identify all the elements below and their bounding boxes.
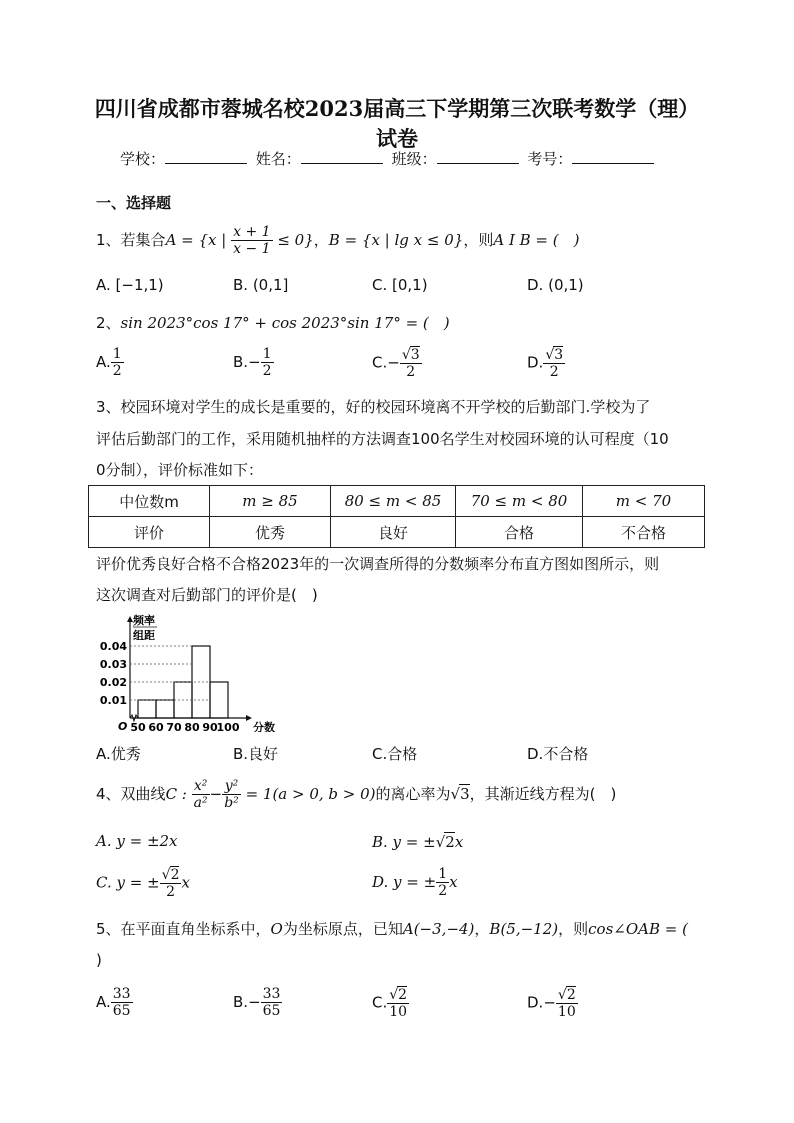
table-cell: 80 ≤ m < 85	[331, 486, 456, 517]
q5-option-a-frac	[111, 986, 133, 1019]
q1-option-b: B. (0,1]	[233, 276, 289, 294]
q5-option-b	[233, 986, 282, 1019]
q4-eq-post: = 1(a > 0, b > 0)	[245, 785, 376, 803]
q4-option-c-frac	[160, 866, 182, 900]
q4-option-b-pre: B. y = ±	[372, 833, 436, 851]
q2-a-den: 2	[112, 363, 122, 379]
q5-option-d-label: D.	[527, 993, 544, 1012]
frequency-histogram	[96, 612, 286, 732]
x-tick-label: 90	[202, 721, 218, 732]
q4-minus: −	[209, 785, 223, 803]
histogram-bar	[210, 682, 228, 718]
q4-f1-den: a²	[193, 795, 208, 811]
q3-line-4: 评价优秀良好合格不合格2023年的一次调查所得的分数频率分布直方图如图所示，则	[96, 555, 660, 573]
class-blank	[437, 149, 519, 164]
exam-title: 四川省成都市蓉城名校2023届高三下学期第三次联考数学（理）试卷	[94, 96, 700, 151]
q5-option-a-label: A.	[96, 993, 111, 1011]
q4-c-radicand: 2	[170, 867, 180, 883]
q4-eq-pre: C :	[165, 785, 187, 803]
q4-option-b	[372, 832, 463, 851]
table-cell: m < 70	[583, 486, 705, 517]
q2-option-a-frac	[111, 346, 124, 379]
q2-c-radicand: 3	[410, 347, 420, 363]
q2-b-den: 2	[262, 363, 272, 379]
q4-d-num: 1	[438, 866, 448, 882]
histogram-bar	[138, 700, 156, 718]
question-1	[96, 224, 579, 257]
q2-option-c	[372, 346, 422, 380]
table-cell: 合格	[456, 517, 583, 548]
x-axis-arrow	[246, 715, 252, 721]
name-label: 姓名：	[255, 150, 301, 168]
q5-option-c-label: C.	[372, 993, 388, 1012]
q5-text-c: ，则	[558, 920, 589, 938]
q4-option-c	[96, 866, 190, 900]
x-tick-label: 80	[184, 721, 200, 732]
q2-option-d-label: D.	[527, 353, 544, 372]
q2-c-den: 2	[406, 364, 416, 380]
q4-option-a	[96, 832, 178, 850]
x-axis-label: 分数	[253, 721, 275, 732]
x-tick-label: 100	[216, 721, 240, 732]
q4-f1-num: x²	[192, 778, 210, 795]
q1-setA-pre: A = {x |	[165, 231, 227, 249]
q5-option-c	[372, 986, 409, 1020]
x-tick-label: 50	[130, 721, 146, 732]
question-4	[96, 778, 616, 811]
q5-option-c-frac	[387, 986, 409, 1020]
q5-point-b: B(5,−12)	[489, 920, 559, 938]
q4-frac-y	[222, 778, 241, 811]
q4-option-d-pre: D. y = ±	[372, 873, 437, 891]
q3-option-d: D.不合格	[527, 745, 589, 763]
q5-text-a: 5、在平面直角坐标系中，	[96, 920, 271, 938]
q5-point-a: A(−3,−4)	[402, 920, 475, 938]
q4-c-den: 2	[166, 884, 176, 900]
q4-sqrt3-radicand: 3	[460, 785, 470, 803]
q5-a-num: 33	[112, 986, 131, 1002]
exam-number-label: 考号：	[527, 150, 573, 168]
q5-c-den: 10	[389, 1004, 408, 1020]
q2-option-d	[527, 346, 565, 380]
q5-option-b-frac	[261, 986, 283, 1019]
q2-option-a-label: A.	[96, 353, 111, 371]
q4-c-num: √2	[161, 867, 180, 883]
q2-option-b-label: B.	[233, 353, 249, 371]
q4-number: 4、	[96, 785, 121, 803]
q1-comma: ，	[313, 231, 329, 249]
table-cell: m ≥ 85	[210, 486, 331, 517]
q2-option-b	[233, 346, 274, 379]
q5-comma: ，	[474, 920, 490, 938]
q1-frac-den: x − 1	[233, 241, 271, 257]
q4-option-d-frac	[436, 866, 449, 899]
q4-option-d	[372, 866, 458, 899]
q1-option-a: A. [−1,1)	[96, 276, 164, 294]
q5-a-den: 65	[112, 1003, 131, 1019]
q1-option-c: C. [0,1)	[372, 276, 428, 294]
q2-number: 2、	[96, 314, 121, 332]
q5-option-d-sign: −	[543, 993, 556, 1012]
table-cell: 不合格	[583, 517, 705, 548]
table-cell: 评价	[89, 517, 210, 548]
q5-text-b: 为坐标原点，已知	[282, 920, 403, 938]
q2-c-num: √3	[401, 347, 420, 363]
table-row	[89, 517, 705, 548]
q2-option-c-frac	[400, 346, 422, 380]
q3-option-c: C.合格	[372, 745, 418, 763]
y-tick-label: 0.01	[99, 694, 127, 707]
x-tick-label: 70	[166, 721, 182, 732]
q5-origin: O	[270, 920, 283, 938]
q4-option-b-post: x	[454, 833, 464, 851]
name-blank	[301, 149, 383, 164]
y-tick-label: 0.04	[99, 640, 127, 653]
q4-lead: 双曲线	[120, 785, 166, 803]
y-tick-label: 0.03	[99, 658, 127, 671]
q5-d-den: 10	[557, 1004, 576, 1020]
q4-sqrt3: √3	[450, 785, 470, 803]
q2-expr: sin 2023°cos 17° + cos 2023°sin 17° = ( )	[120, 314, 450, 332]
q1-setB: B = {x | lg x ≤ 0}	[328, 231, 464, 249]
class-label: 班级：	[391, 150, 437, 168]
table-cell: 优秀	[210, 517, 331, 548]
q2-d-num: √3	[545, 347, 564, 363]
q5-option-b-sign: −	[248, 993, 261, 1011]
q2-d-den: 2	[549, 364, 559, 380]
q5-c-radicand: 2	[398, 987, 408, 1003]
y-label-bottom: 组距	[133, 629, 155, 642]
q5-d-num: √2	[557, 987, 576, 1003]
q1-tail: ，则	[463, 231, 494, 249]
q4-f2-den: b²	[224, 795, 239, 811]
q4-mid: 的离心率为	[375, 785, 451, 803]
table-row	[89, 486, 705, 517]
q4-f2-num: y²	[222, 778, 241, 795]
q3-line-1: 3、校园环境对学生的成长是重要的，好的校园环境离不开学校的后勤部门.学校为了	[96, 398, 651, 416]
q4-option-d-post: x	[449, 873, 458, 891]
q2-option-c-label: C.	[372, 353, 388, 372]
question-2	[96, 312, 450, 333]
grading-table	[88, 485, 705, 548]
q3-option-b: B.良好	[233, 745, 279, 763]
q2-d-radicand: 3	[554, 347, 564, 363]
q5-option-b-label: B.	[233, 993, 249, 1011]
q1-fraction	[231, 224, 272, 257]
q2-option-b-frac	[261, 346, 274, 379]
q5-c-num: √2	[389, 987, 408, 1003]
q2-option-b-sign: −	[248, 353, 261, 371]
q1-number: 1、	[96, 231, 121, 249]
school-label: 学校：	[120, 150, 166, 168]
y-tick-label: 0.02	[99, 676, 127, 689]
y-label-top: 频率	[133, 614, 155, 627]
q3-line-2: 评估后勤部门的工作，采用随机抽样的方法调查100名学生对校园环境的认可程度（10	[96, 430, 669, 448]
q4-option-b-radicand: 2	[445, 833, 455, 851]
exam-number-blank	[572, 149, 654, 164]
q5-expr: cos∠OAB = (	[588, 920, 688, 938]
q1-frac-num: x + 1	[233, 224, 271, 240]
q1-setA-post: ≤ 0}	[277, 231, 314, 249]
q1-option-d: D. (0,1)	[527, 276, 584, 294]
table-cell: 70 ≤ m < 80	[456, 486, 583, 517]
table-cell: 中位数m	[89, 486, 210, 517]
school-blank	[165, 149, 247, 164]
q3-line-3: 0分制），评价标准如下：	[96, 461, 264, 479]
student-info-row	[120, 148, 658, 169]
q2-b-num: 1	[262, 346, 272, 362]
q1-expr: A I B = ( )	[493, 231, 580, 249]
q5-b-den: 65	[262, 1003, 281, 1019]
q5-option-d	[527, 986, 578, 1020]
q4-tail: ，其渐近线方程为( )	[469, 785, 617, 803]
q2-option-c-sign: −	[387, 353, 400, 372]
question-5	[96, 918, 688, 939]
q4-option-b-sqrt: √2	[435, 833, 455, 851]
q3-line-5: 这次调查对后勤部门的评价是( )	[96, 586, 318, 604]
table-cell: 良好	[331, 517, 456, 548]
q5-option-d-frac	[556, 986, 578, 1020]
origin-label: O	[118, 720, 128, 732]
q5-d-radicand: 2	[566, 987, 576, 1003]
q2-option-d-frac	[543, 346, 565, 380]
q4-d-den: 2	[438, 883, 448, 899]
q2-option-a	[96, 346, 124, 379]
q4-option-c-pre: C. y = ±	[96, 873, 160, 892]
x-tick-label: 60	[148, 721, 164, 732]
q4-option-c-post: x	[181, 873, 190, 892]
q3-option-a: A.优秀	[96, 745, 141, 763]
q5-line-2: )	[96, 951, 102, 969]
q1-lead: 若集合	[120, 231, 166, 249]
q2-a-num: 1	[112, 346, 122, 362]
q4-option-a-text: A. y = ±2x	[96, 832, 178, 850]
q4-frac-x	[192, 778, 210, 811]
q5-option-a	[96, 986, 133, 1019]
q5-b-num: 33	[262, 986, 281, 1002]
histogram-bar	[156, 700, 174, 718]
section-heading: 一、选择题	[96, 194, 172, 212]
